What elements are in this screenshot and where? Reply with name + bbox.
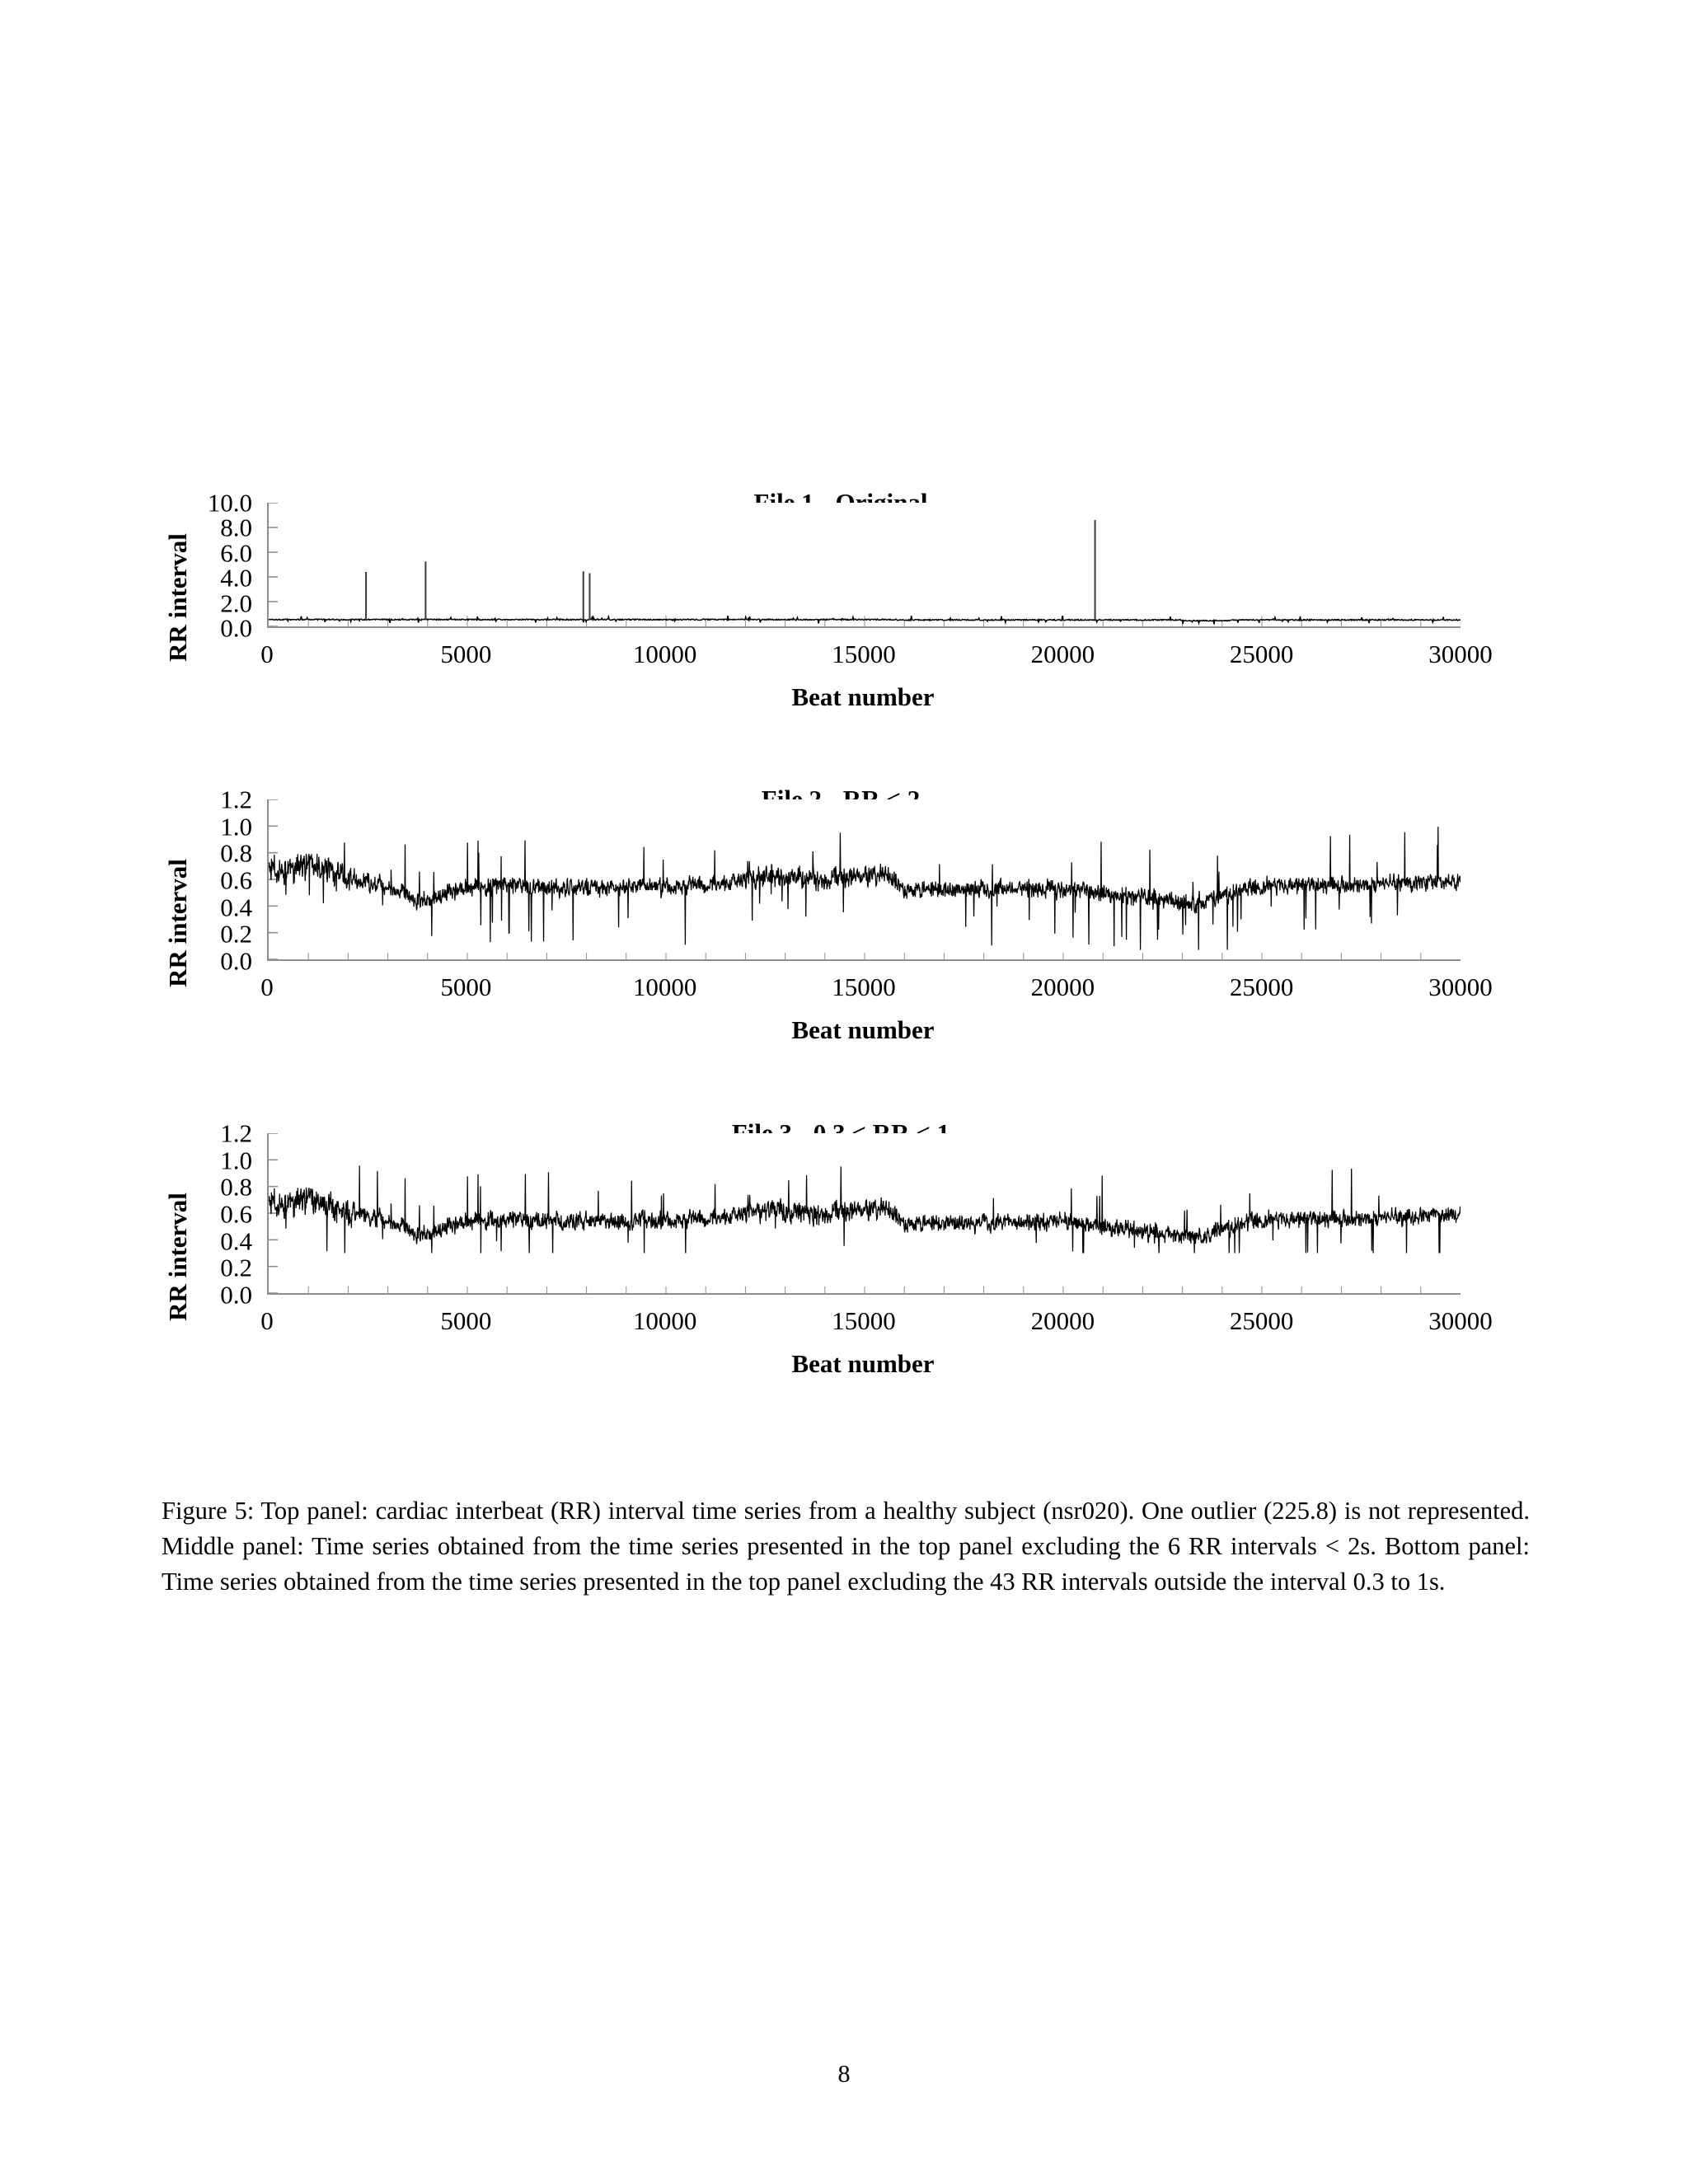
panel-2-y-axis-label: RR interval xyxy=(163,859,192,987)
panel-3-y-axis-label: RR interval xyxy=(163,1193,192,1321)
panel-1-y-axis-label: RR interval xyxy=(163,533,192,662)
chart-panel-1 xyxy=(163,488,1533,787)
panel-3-y-tick: 1.0 xyxy=(220,1146,252,1175)
panel-1-x-tick: 20000 xyxy=(1030,640,1095,668)
panel-3-y-tick: 1.2 xyxy=(220,1118,252,1148)
panel-3-x-tick-labels xyxy=(260,1306,1493,1341)
panel-3-y-tick: 0.6 xyxy=(220,1199,252,1229)
panel-3-y-tick: 0.8 xyxy=(220,1172,252,1202)
panel-3-series xyxy=(269,1133,1461,1293)
panel-2-x-tick: 0 xyxy=(260,972,274,1001)
panel-2-x-tick: 25000 xyxy=(1229,972,1294,1001)
chart-panel-2 xyxy=(163,785,1533,1133)
page-number: 8 xyxy=(837,2060,851,2088)
panel-3-x-tick: 15000 xyxy=(832,1306,896,1335)
panel-1-y-tick: 0.0 xyxy=(220,613,252,643)
panel-2-y-tick: 1.2 xyxy=(220,785,252,814)
figure-5 xyxy=(163,488,1533,1467)
panel-3-x-tick: 25000 xyxy=(1229,1306,1294,1335)
panel-1-y-tick: 8.0 xyxy=(220,513,252,542)
panel-3-x-tick: 30000 xyxy=(1428,1306,1493,1335)
panel-1-plot-area xyxy=(267,503,1461,628)
panel-2-x-tick: 20000 xyxy=(1030,972,1095,1001)
panel-2-x-tick: 30000 xyxy=(1428,972,1493,1001)
panel-2-y-tick: 0.8 xyxy=(220,838,252,868)
panel-3-x-axis-label: Beat number xyxy=(791,1349,935,1378)
panel-1-x-tick: 30000 xyxy=(1428,640,1493,668)
panel-2-y-tick: 0.6 xyxy=(220,865,252,895)
panel-2-x-axis-label: Beat number xyxy=(791,1015,935,1044)
panel-1-x-tick-labels xyxy=(260,640,1493,674)
panel-2-plot-area xyxy=(267,799,1461,961)
panel-2-x-tick-labels xyxy=(260,972,1493,1007)
panel-2-x-tick: 5000 xyxy=(440,972,492,1001)
panel-1-x-tick: 15000 xyxy=(832,640,896,668)
panel-2-x-tick: 15000 xyxy=(832,972,896,1001)
panel-1-series xyxy=(269,503,1461,626)
panel-1-x-tick: 0 xyxy=(260,640,274,668)
panel-3-y-tick: 0.0 xyxy=(220,1280,252,1310)
panel-2-y-tick: 1.0 xyxy=(220,812,252,841)
panel-3-y-tick: 0.2 xyxy=(220,1253,252,1282)
panel-3-y-tick: 0.4 xyxy=(220,1226,252,1256)
panel-3-x-tick: 5000 xyxy=(440,1306,492,1335)
chart-panel-3 xyxy=(163,1118,1533,1467)
panel-1-y-tick: 4.0 xyxy=(220,563,252,593)
panel-3-x-tick: 20000 xyxy=(1030,1306,1095,1335)
figure-caption: Figure 5: Top panel: cardiac interbeat (RR) interval time series from a healthy subject (nsr020). One outlier (225.8) is not represented. Middle panel: Time series obtained from the time series presented in the top panel excluding the 6 RR intervals < 2s. Bottom panel: Time series obtained from the time series presented in the top panel excluding the 43 RR intervals outside the interval 0.3 to 1s. xyxy=(162,1497,1530,1596)
panel-1-x-tick: 10000 xyxy=(632,640,697,668)
panel-1-x-axis-label: Beat number xyxy=(791,682,935,711)
panel-1-y-tick: 10.0 xyxy=(207,488,252,518)
panel-2-series xyxy=(269,799,1461,959)
panel-1-x-tick: 5000 xyxy=(440,640,492,668)
panel-3-x-tick: 10000 xyxy=(632,1306,697,1335)
panel-2-x-tick: 10000 xyxy=(632,972,697,1001)
panel-1-x-tick: 25000 xyxy=(1229,640,1294,668)
panel-3-plot-area xyxy=(267,1133,1461,1295)
panel-3-x-tick: 0 xyxy=(260,1306,274,1335)
panel-2-y-tick: 0.0 xyxy=(220,946,252,976)
panel-1-y-tick: 2.0 xyxy=(220,588,252,618)
panel-2-y-tick: 0.2 xyxy=(220,919,252,949)
panel-2-y-tick: 0.4 xyxy=(220,893,252,922)
panel-1-y-tick: 6.0 xyxy=(220,538,252,568)
